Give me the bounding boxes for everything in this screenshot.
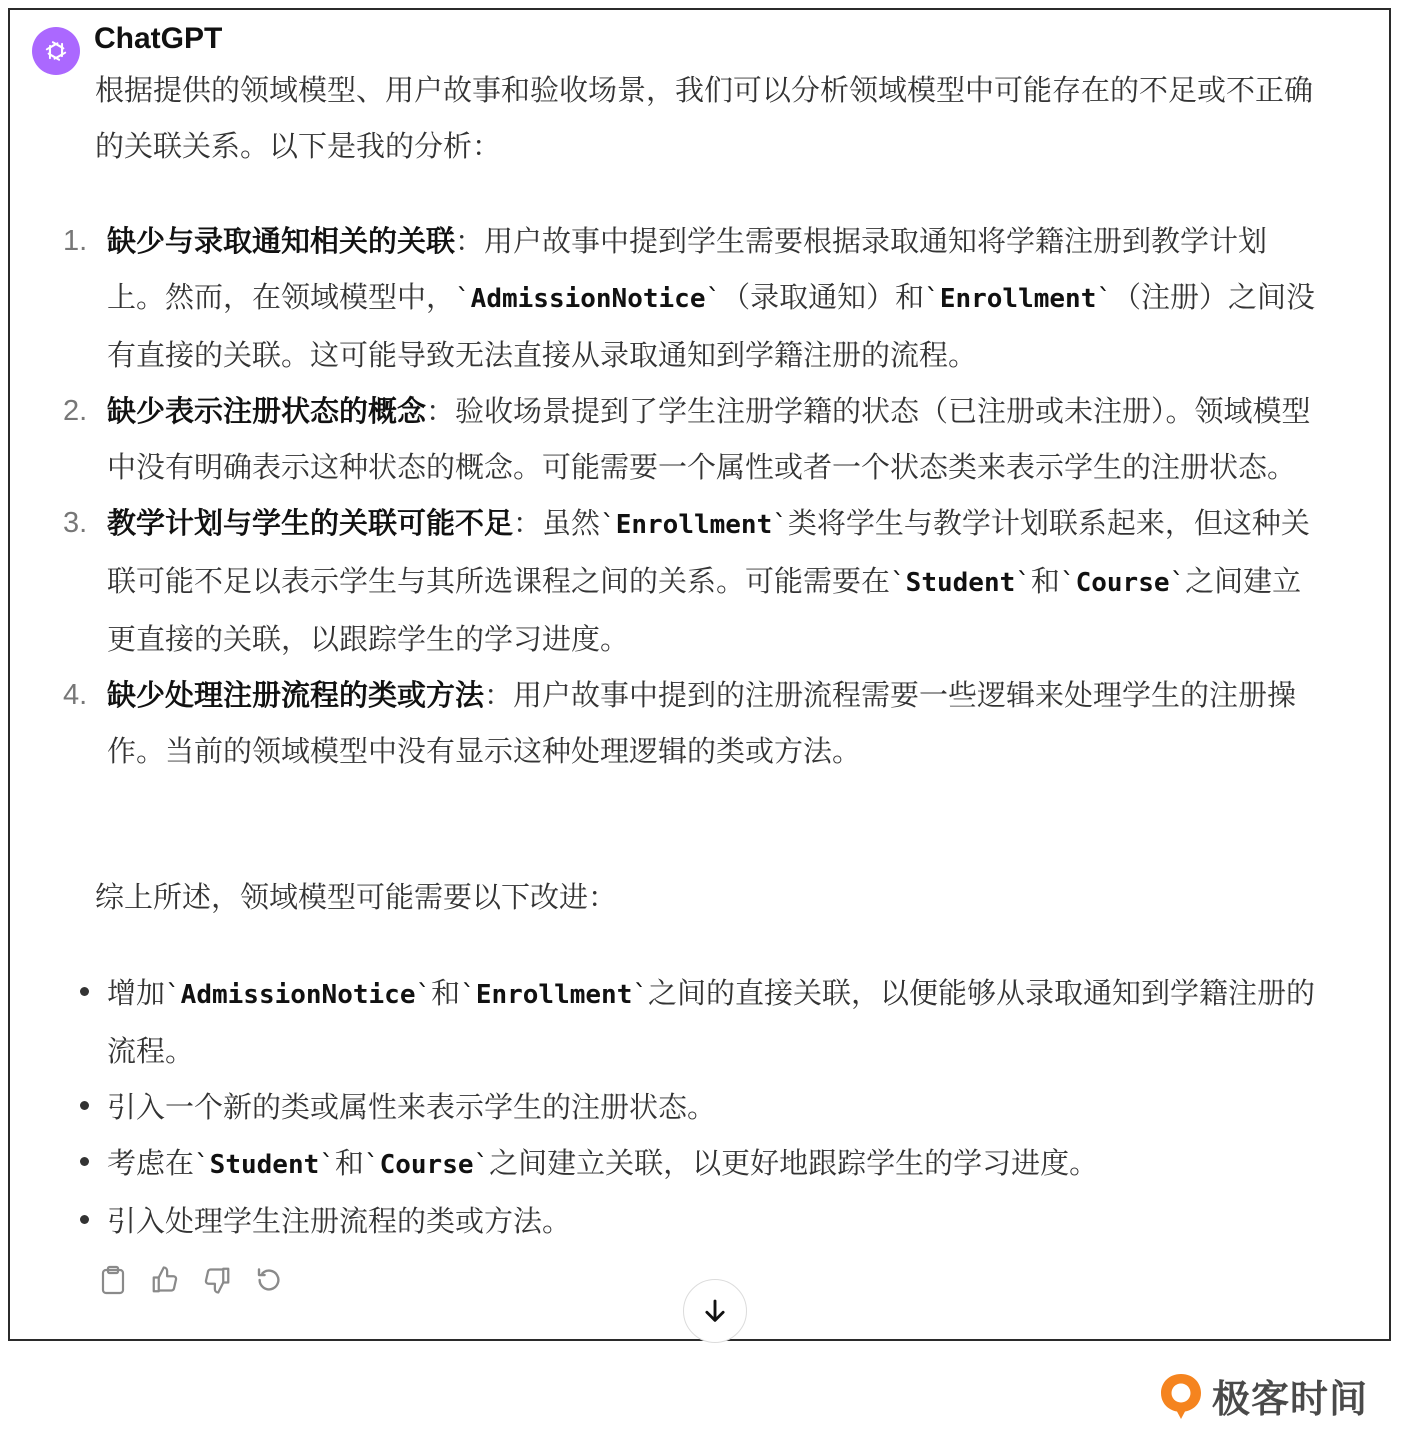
finding-text xyxy=(107,383,1317,495)
backtick: ` xyxy=(1169,568,1186,598)
finding-item xyxy=(0,213,1402,383)
backtick: ` xyxy=(165,980,181,1010)
improvement-text xyxy=(107,1193,1317,1249)
chatgpt-logo-icon xyxy=(32,27,80,75)
backtick: ` xyxy=(455,284,471,314)
inline-code: Student xyxy=(905,568,1016,598)
backtick: ` xyxy=(415,980,432,1010)
arrow-down-icon xyxy=(700,1296,730,1326)
backtick: ` xyxy=(632,980,649,1010)
summary-paragraph: 综上所述，领域模型可能需要以下改进： xyxy=(95,880,618,914)
geektime-logo-icon xyxy=(1158,1371,1204,1421)
title-separator: ： xyxy=(455,224,485,258)
finding-item xyxy=(0,667,1402,779)
improvement-text xyxy=(107,1135,1317,1193)
backtick: ` xyxy=(924,284,940,314)
text-run: （录取通知）和 xyxy=(721,280,925,314)
list-number: 1. xyxy=(63,225,88,257)
improvement-item xyxy=(0,1135,1402,1193)
improvement-item xyxy=(0,965,1402,1079)
backtick: ` xyxy=(772,510,788,540)
thumbs-up-button[interactable] xyxy=(148,1262,182,1298)
text-run: 之间的直接关联，以便能够从录取通知到学籍注册的流程。 xyxy=(107,976,1316,1068)
backtick: ` xyxy=(460,980,476,1010)
text-run: 和 xyxy=(334,1146,364,1180)
improvement-text xyxy=(107,965,1317,1079)
text-run: 增加 xyxy=(107,976,166,1010)
improvement-item xyxy=(0,1079,1402,1135)
backtick: ` xyxy=(1096,284,1113,314)
text-run: 用户故事中提到学生需要根据录取通知将学籍注册到教学计划上。然而，在领域模型中， xyxy=(107,224,1268,314)
inline-code: Course xyxy=(1075,568,1170,598)
text-run: 虽然 xyxy=(542,506,601,540)
bullet-icon xyxy=(80,1101,89,1110)
finding-item xyxy=(0,495,1402,667)
text-run: 之间建立关联，以更好地跟踪学生的学习进度。 xyxy=(489,1146,1099,1180)
finding-text xyxy=(107,213,1317,383)
finding-title: 缺少处理注册流程的类或方法 xyxy=(107,678,485,712)
inline-code: Course xyxy=(379,1150,474,1180)
improvements-list xyxy=(0,965,1402,1249)
scroll-to-bottom-button[interactable] xyxy=(683,1279,747,1343)
finding-title: 缺少表示注册状态的概念 xyxy=(107,394,427,428)
title-separator: ： xyxy=(513,506,543,540)
copy-button[interactable] xyxy=(96,1262,130,1298)
inline-code: AdmissionNotice xyxy=(180,980,416,1010)
finding-text xyxy=(107,495,1317,667)
list-number: 2. xyxy=(63,395,88,427)
backtick: ` xyxy=(705,284,722,314)
finding-title: 缺少与录取通知相关的关联 xyxy=(107,224,456,258)
text-run: 之间建立更直接的关联，以跟踪学生的学习进度。 xyxy=(107,564,1302,656)
regenerate-button[interactable] xyxy=(252,1262,286,1298)
message-actions xyxy=(96,1262,286,1298)
text-run: 考虑在 xyxy=(107,1146,195,1180)
thumbs-down-icon xyxy=(202,1265,232,1295)
improvement-item xyxy=(0,1193,1402,1249)
text-run: 引入一个新的类或属性来表示学生的注册状态。 xyxy=(107,1090,717,1124)
list-number: 3. xyxy=(63,507,88,539)
backtick: ` xyxy=(890,568,906,598)
text-run: 类将学生与教学计划联系起来，但这种关联可能不足以表示学生与其所选课程之间的关系。可能需要在 xyxy=(107,506,1310,598)
bullet-icon xyxy=(80,987,89,996)
inline-code: Enrollment xyxy=(475,980,633,1010)
text-run: 用户故事中提到的注册流程需要一些逻辑来处理学生的注册操作。当前的领域模型中没有显示这种处理逻辑的类或方法。 xyxy=(107,678,1297,768)
backtick: ` xyxy=(1015,568,1031,598)
finding-title: 教学计划与学生的关联可能不足 xyxy=(107,506,514,540)
finding-text xyxy=(107,667,1317,779)
clipboard-icon xyxy=(100,1265,126,1295)
message-author: ChatGPT xyxy=(94,22,223,55)
backtick: ` xyxy=(194,1150,210,1180)
finding-item xyxy=(0,383,1402,495)
inline-code: Enrollment xyxy=(939,284,1097,314)
inline-code: Student xyxy=(209,1150,320,1180)
intro-paragraph: 根据提供的领域模型、用户故事和验收场景，我们可以分析领域模型中可能存在的不足或不正确的关联关系。以下是我的分析： xyxy=(95,73,1314,163)
backtick: ` xyxy=(600,510,616,540)
inline-code: Enrollment xyxy=(615,510,773,540)
inline-code: AdmissionNotice xyxy=(470,284,706,314)
backtick: ` xyxy=(319,1150,335,1180)
thumbs-down-button[interactable] xyxy=(200,1262,234,1298)
text-run: 和 xyxy=(1030,564,1060,598)
list-number: 4. xyxy=(63,679,88,711)
bullet-icon xyxy=(80,1157,89,1166)
title-separator: ： xyxy=(426,394,456,428)
thumbs-up-icon xyxy=(150,1265,180,1295)
text-run: 和 xyxy=(431,976,461,1010)
text-run: 验收场景提到了学生注册学籍的状态（已注册或未注册）。领域模型中没有明确表示这种状态的概念。可能需要一个属性或者一个状态类来表示学生的注册状态。 xyxy=(107,394,1311,484)
findings-list xyxy=(0,213,1402,779)
refresh-icon xyxy=(254,1265,284,1295)
improvement-text xyxy=(107,1079,1317,1135)
backtick: ` xyxy=(363,1150,380,1180)
title-separator: ： xyxy=(484,678,514,712)
backtick: ` xyxy=(1059,568,1076,598)
backtick: ` xyxy=(473,1150,490,1180)
watermark-text: 极客时间 xyxy=(1212,1379,1369,1421)
text-run: 引入处理学生注册流程的类或方法。 xyxy=(107,1204,572,1238)
bullet-icon xyxy=(80,1215,89,1224)
text-run: （注册）之间没有直接的关联。这可能导致无法直接从录取通知到学籍注册的流程。 xyxy=(107,280,1316,372)
watermark xyxy=(1158,1368,1368,1423)
